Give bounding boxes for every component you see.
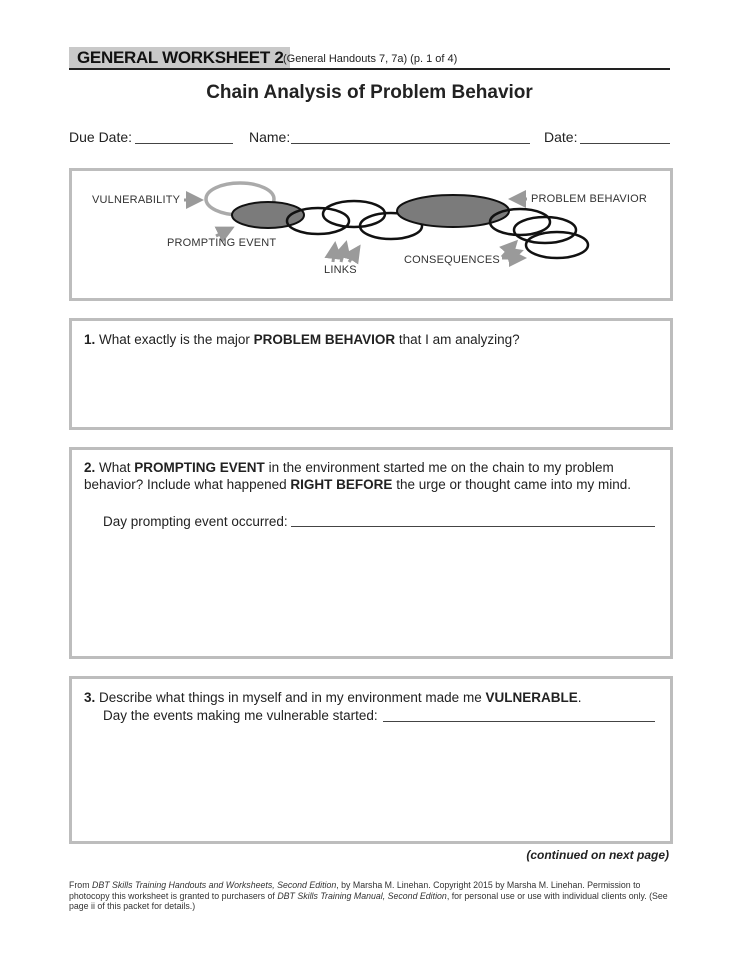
vulnerable-day-field[interactable] <box>383 721 655 722</box>
vulnerable-day-label: Day the events making me vulnerable started: <box>103 708 378 723</box>
prompting-event-day-label: Day prompting event occurred: <box>103 514 288 529</box>
prompting-event-arrow <box>216 228 232 236</box>
question-1-text: 1. What exactly is the major PROBLEM BEHAVIOR that I am analyzing? <box>84 332 520 347</box>
prompting-event-link <box>232 202 304 228</box>
continued-note: (continued on next page) <box>526 848 669 862</box>
link-arrow-3 <box>349 247 359 262</box>
problem-behavior-link <box>397 195 509 227</box>
question-3-number: 3. <box>84 690 96 705</box>
link-arrow-1 <box>333 244 335 262</box>
name-label: Name: <box>249 129 291 145</box>
problem-behavior-label: PROBLEM BEHAVIOR <box>531 193 648 205</box>
worksheet-title: GENERAL WORKSHEET 2 <box>77 48 284 67</box>
consequences-label: CONSEQUENCES <box>404 254 500 266</box>
prompting-event-label: PROMPTING EVENT <box>167 237 277 249</box>
question-2-text: 2. What PROMPTING EVENT in the environment started me on the chain to my problem behavior? Include what happened RIGHT BEFORE the urge or thought came into my mind. <box>84 460 632 492</box>
chain-diagram-graphic <box>0 0 739 320</box>
consequence-link-3 <box>526 232 588 258</box>
prompting-event-day-field[interactable] <box>291 526 655 527</box>
links-label: LINKS <box>324 264 357 276</box>
copyright-footer: From DBT Skills Training Handouts and Worksheets, Second Edition, by Marsha M. Linehan. Copyright 2015 by Marsha M. Linehan. Permission to photocopy this worksheet is granted to purchasers of DBT Skills Training Manual, Second Edition, for personal use or use with individual clients only. (See page ii of this packet for details.) <box>69 880 668 911</box>
document-title: Chain Analysis of Problem Behavior <box>206 82 533 103</box>
date-label: Date: <box>544 129 578 145</box>
link-arrow-2 <box>341 243 346 262</box>
question-1-number: 1. <box>84 332 96 347</box>
worksheet-subtitle: (General Handouts 7, 7a) (p. 1 of 4) <box>283 53 458 65</box>
question-2-number: 2. <box>84 460 96 475</box>
vulnerability-label: VULNERABILITY <box>92 194 181 206</box>
question-3-text: 3. Describe what things in myself and in my environment made me VULNERABLE. <box>84 690 582 705</box>
due-date-label: Due Date: <box>69 129 133 145</box>
